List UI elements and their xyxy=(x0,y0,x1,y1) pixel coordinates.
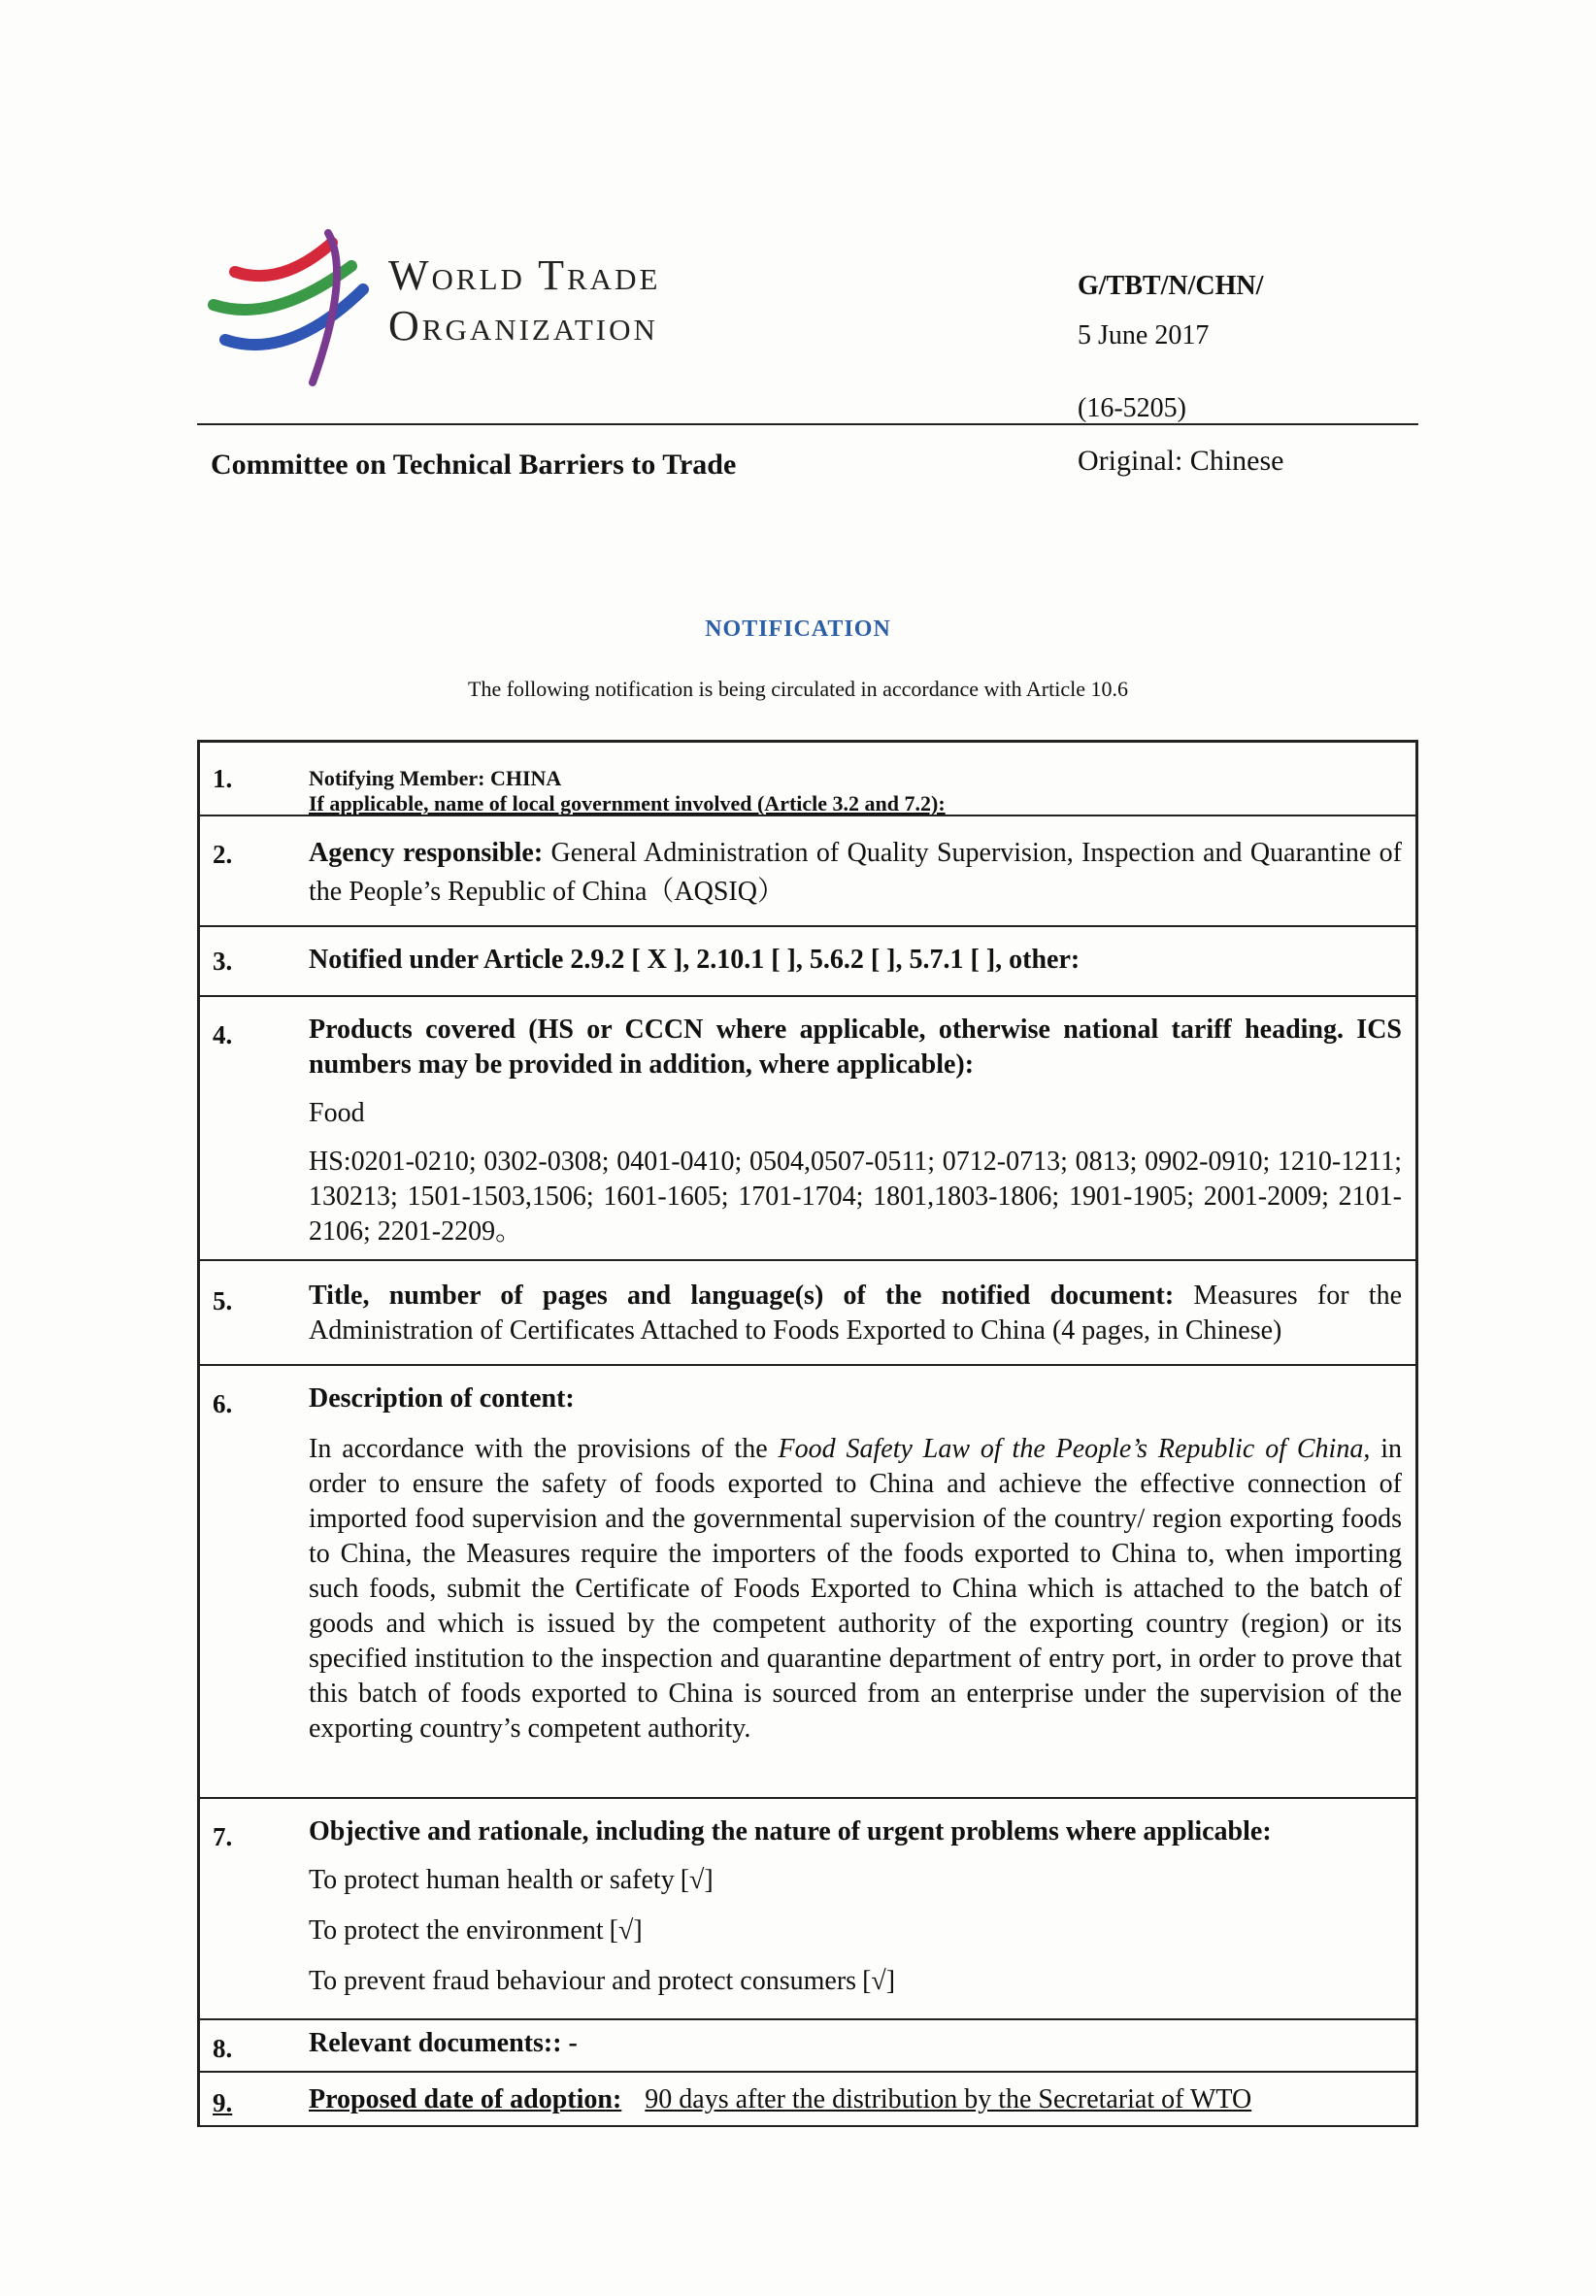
circulation-note: The following notification is being circulated in accordance with Article 10.6 xyxy=(468,677,1128,701)
title-label: Title, number of pages and language(s) of the notified document: xyxy=(309,1281,1175,1311)
objective-checkmark: [√] xyxy=(680,1865,714,1895)
row-number: 3. xyxy=(213,947,233,976)
row-content xyxy=(309,834,1402,912)
table-row xyxy=(200,1366,1415,1799)
row-content xyxy=(309,2082,1402,2117)
description-pre: In accordance with the provisions of the xyxy=(309,1434,779,1464)
wto-logo-icon xyxy=(206,216,371,390)
row-number: 1. xyxy=(213,764,233,793)
adoption-text: 90 days after the distribution by the Secretariat of WTO xyxy=(645,2084,1252,2114)
objective-text: To prevent fraud behaviour and protect consumers xyxy=(309,1966,857,1996)
adoption-label: Proposed date of adoption: xyxy=(309,2084,622,2114)
row-number: 2. xyxy=(213,840,233,869)
table-row xyxy=(200,997,1415,1261)
agency-label: Agency responsible: xyxy=(309,838,544,868)
document-symbol: G/TBT/N/CHN/ xyxy=(1078,271,1264,301)
objective-checkmark: [√] xyxy=(609,1915,643,1946)
document-reference: (16-5205) xyxy=(1078,393,1186,423)
objective-text: To protect the environment xyxy=(309,1915,604,1946)
agency-text: General Administration of Quality Supervision, Inspection and Quarantine of the People’s Republic of China（AQSIQ） xyxy=(309,838,1402,907)
notifying-member: Notifying Member: CHINA xyxy=(309,766,562,790)
relevant-documents: Relevant documents:: - xyxy=(309,2028,578,2058)
table-row xyxy=(200,2073,1415,2127)
table-row xyxy=(200,1261,1415,1366)
original-language: Original: Chinese xyxy=(1078,445,1284,477)
notification-title: NOTIFICATION xyxy=(705,616,891,642)
description-text xyxy=(309,1432,1402,1747)
description-label: Description of content: xyxy=(309,1383,575,1414)
organization-name xyxy=(388,250,660,351)
objective-label: Objective and rationale, including the nature of urgent problems where applicable: xyxy=(309,1816,1272,1847)
objective-text: To protect human health or safety xyxy=(309,1865,675,1895)
table-row xyxy=(200,1799,1415,2020)
notified-under: Notified under Article 2.9.2 [ X ], 2.10.1 [ ], 5.6.2 [ ], 5.7.1 [ ], other: xyxy=(309,945,1081,975)
row-content xyxy=(309,1013,1402,1249)
description-post: , in order to ensure the safety of foods exported to China and achieve the effective connection of imported food supervision and the governmental supervision of the country/ region exporting foods to China, the Measures require the importers of the foods exported to China to, when importing such foods, submit the Certificate of Foods Exported to China which is attached to the batch of goods and which is issued by the competent authority of the exporting country (region) or its specified institution to the inspection and quarantine department of entry port, in order to prove that this batch of foods exported to China is sourced from an enterprise under the supervision of the exporting country’s competent authority. xyxy=(309,1434,1402,1744)
header-divider xyxy=(197,423,1418,425)
row-number: 4. xyxy=(213,1020,233,1049)
row-number: 6. xyxy=(213,1389,233,1418)
objective-fraud xyxy=(309,1964,1402,1999)
org-line-2: Organization xyxy=(388,301,658,349)
hs-codes: HS:0201-0210; 0302-0308; 0401-0410; 0504,0507-0511; 0712-0713; 0813; 0902-0910; 1210-1211; 130213; 1501-1503,1506; 1601-1605; 1701-1704; 1801,1803-1806; 1901-1905; 2001-2009; 2101-2106; 2201-2209。 xyxy=(309,1147,1402,1247)
row-content xyxy=(309,1279,1402,1348)
row-content xyxy=(309,1381,1402,1747)
objective-health xyxy=(309,1863,1402,1898)
committee-name: Committee on Technical Barriers to Trade xyxy=(211,449,737,481)
table-row xyxy=(200,2020,1415,2073)
product-name: Food xyxy=(309,1098,365,1128)
row-content xyxy=(309,1814,1402,1999)
table-row xyxy=(200,927,1415,997)
law-title: Food Safety Law of the People’s Republic of China xyxy=(778,1434,1364,1464)
org-line-1: World Trade xyxy=(388,251,661,299)
row-number: 8. xyxy=(213,2034,233,2063)
table-row xyxy=(200,743,1415,816)
row-number: 9. xyxy=(213,2088,233,2117)
row-number: 7. xyxy=(213,1822,233,1851)
table-row xyxy=(200,816,1415,927)
row-content xyxy=(309,766,1402,816)
row-number: 5. xyxy=(213,1286,233,1315)
objective-checkmark: [√] xyxy=(862,1966,896,1996)
objective-environment xyxy=(309,1913,1402,1948)
notification-table xyxy=(197,740,1418,2127)
title-text: Measures for the Administration of Certificates Attached to Foods Exported to China (4 pages, in Chinese) xyxy=(309,1281,1402,1346)
document-date: 5 June 2017 xyxy=(1078,320,1210,350)
local-government: If applicable, name of local government involved (Article 3.2 and 7.2): xyxy=(309,791,946,815)
products-label: Products covered (HS or CCCN where applicable, otherwise national tariff heading. ICS numbers may be provided in addition, where applicable): xyxy=(309,1015,1402,1080)
